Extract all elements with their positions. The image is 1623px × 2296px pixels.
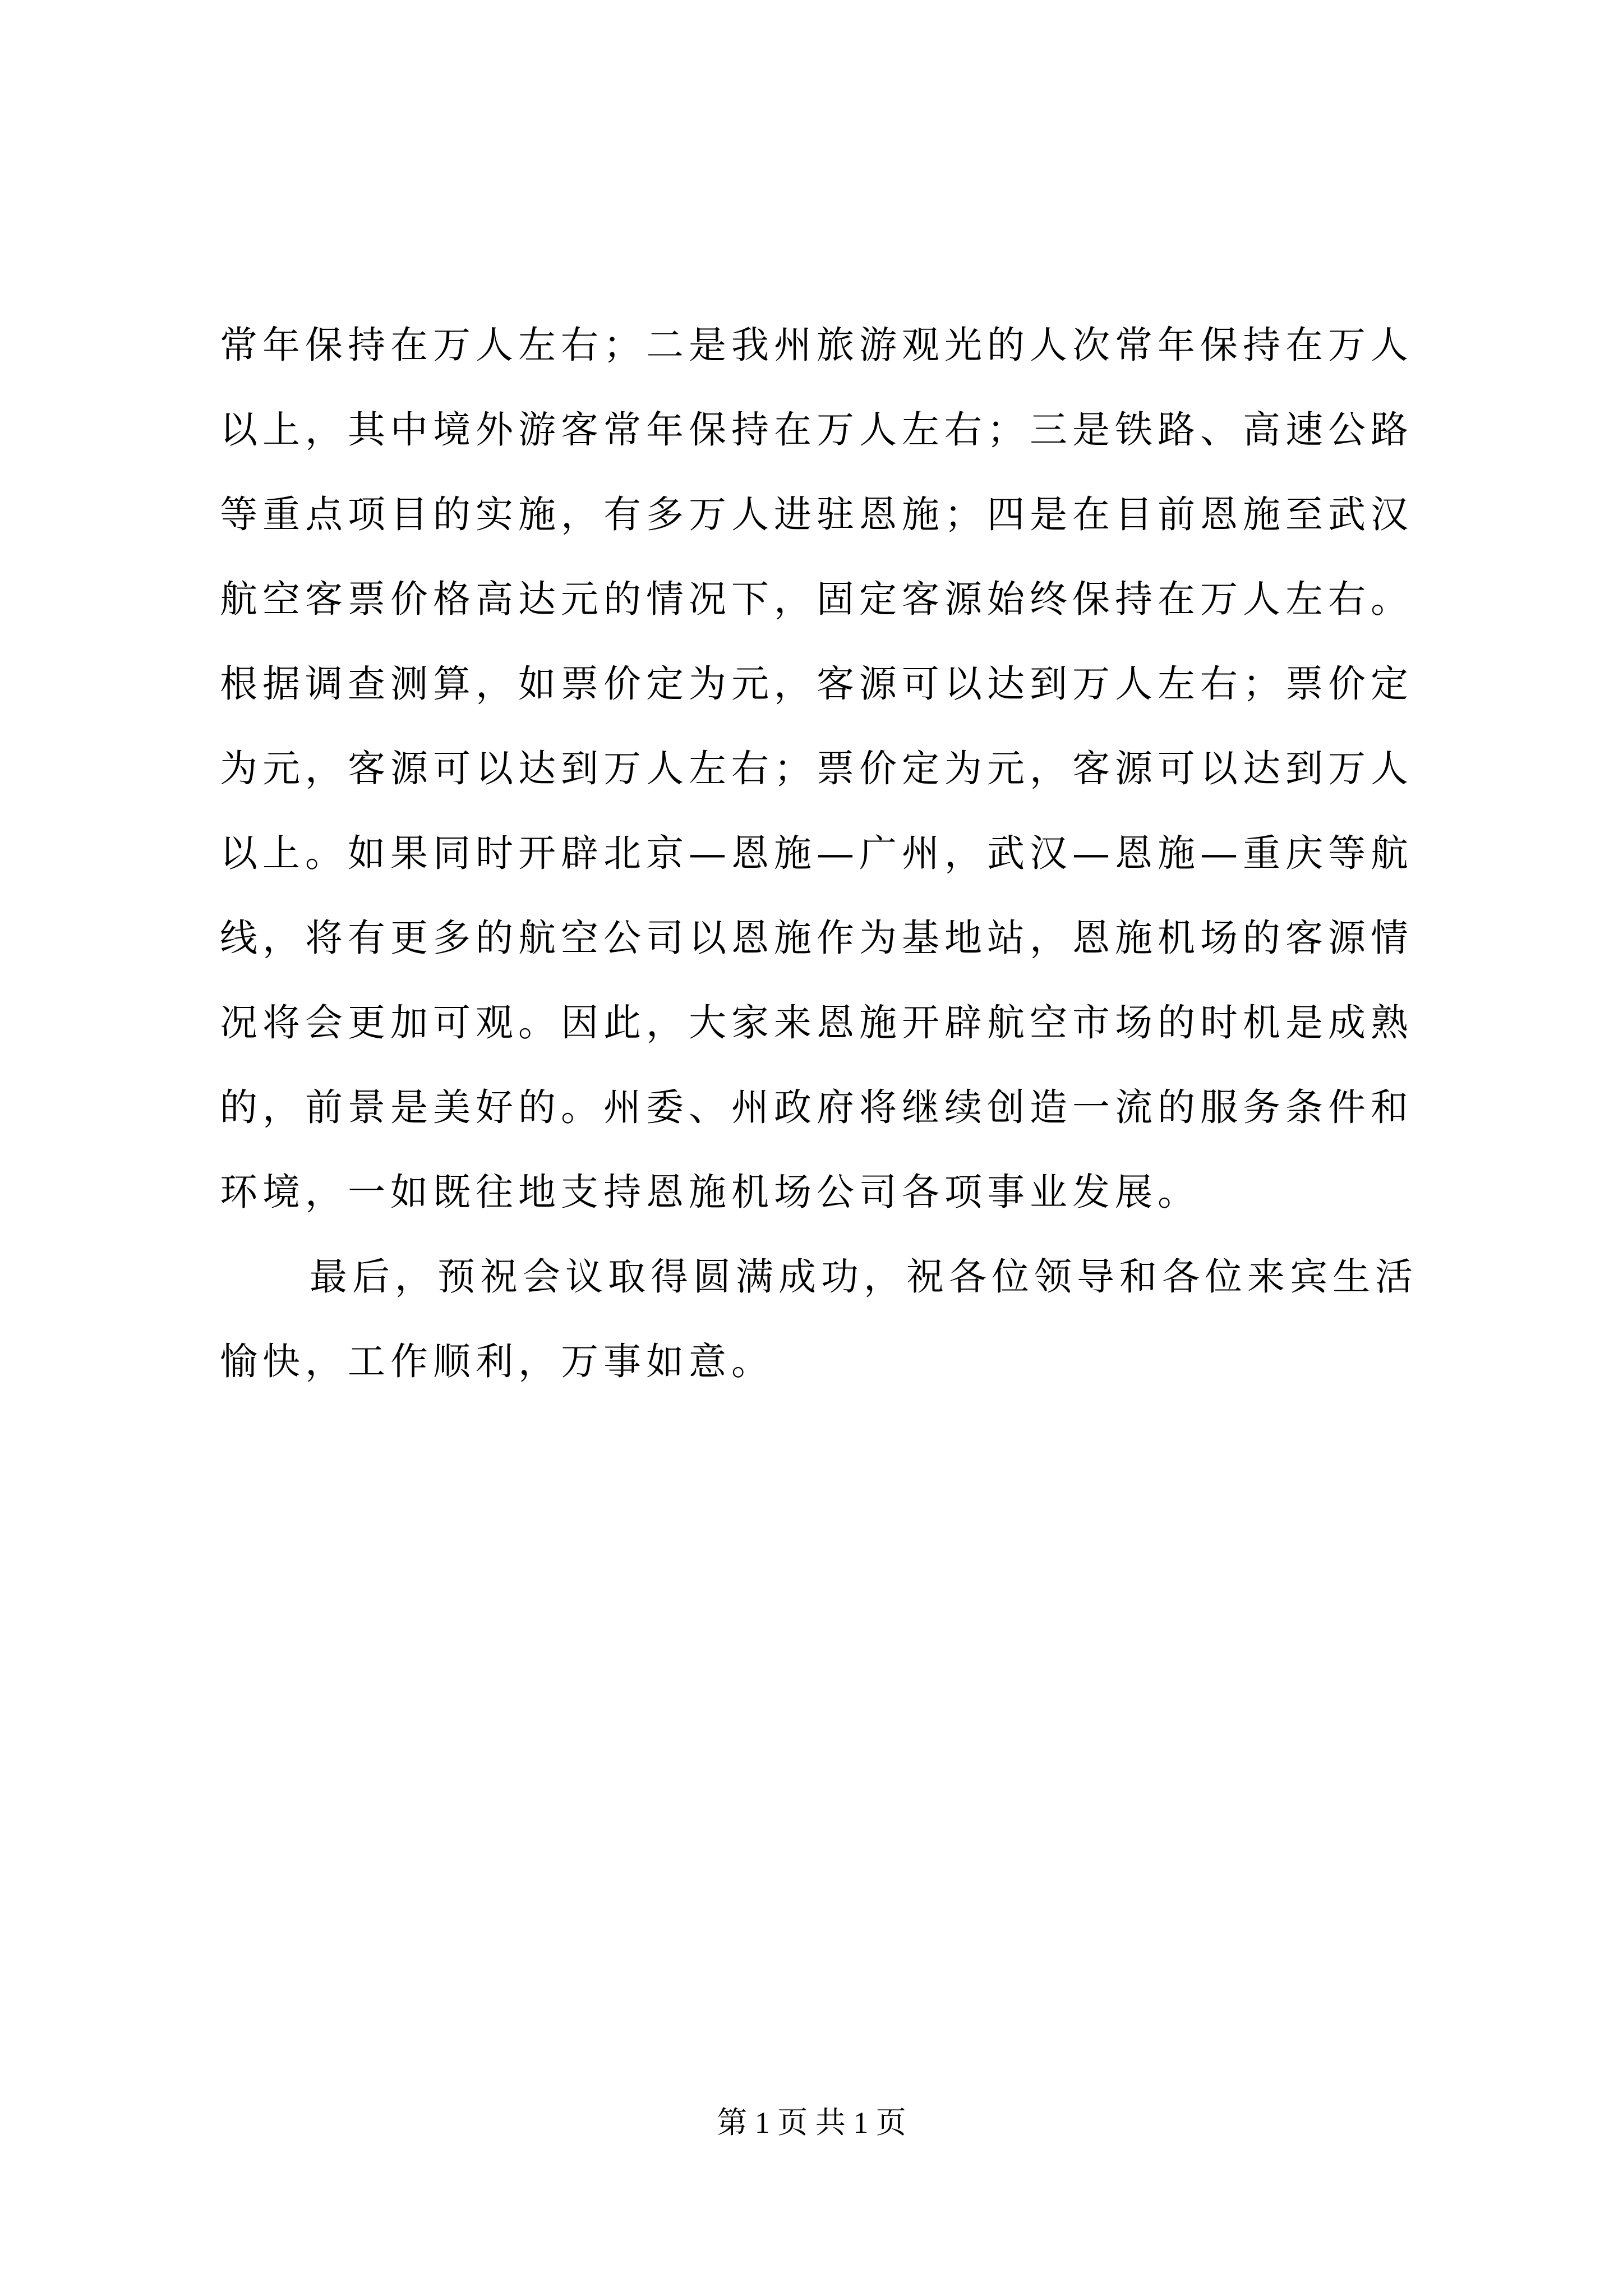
document-body [220,303,1431,1404]
paragraph-line: 以上。如果同时开辟北京—恩施—广州，武汉—恩施—重庆等航 [220,831,1413,875]
paragraph-line: 线，将有更多的航空公司以恩施作为基地站，恩施机场的客源情 [220,916,1413,960]
paragraph-line: 环境，一如既往地支持恩施机场公司各项事业发展。 [220,1170,1200,1214]
paragraph-line: 常年保持在万人左右；二是我州旅游观光的人次常年保持在万人 [220,323,1413,367]
paragraph-line: 等重点项目的实施，有多万人进驻恩施；四是在目前恩施至武汉 [220,493,1413,536]
page-number-footer: 第 1 页 共 1 页 [717,2106,906,2139]
paragraph-line: 愉快，工作顺利，万事如意。 [220,1340,774,1383]
paragraph-line: 况将会更加可观。因此，大家来恩施开辟航空市场的时机是成熟 [220,1001,1413,1045]
paragraph-line: 最后，预祝会议取得圆满成功，祝各位领导和各位来宾生活 [310,1255,1418,1299]
paragraph-line: 的，前景是美好的。州委、州政府将继续创造一流的服务条件和 [220,1085,1413,1129]
paragraph-line: 航空客票价格高达元的情况下，固定客源始终保持在万人左右。 [220,577,1413,621]
paragraph-line: 根据调查测算，如票价定为元，客源可以达到万人左右；票价定 [220,662,1413,706]
paragraph-line: 为元，客源可以达到万人左右；票价定为元，客源可以达到万人 [220,747,1413,790]
paragraph-line: 以上，其中境外游客常年保持在万人左右；三是铁路、高速公路 [220,408,1413,452]
